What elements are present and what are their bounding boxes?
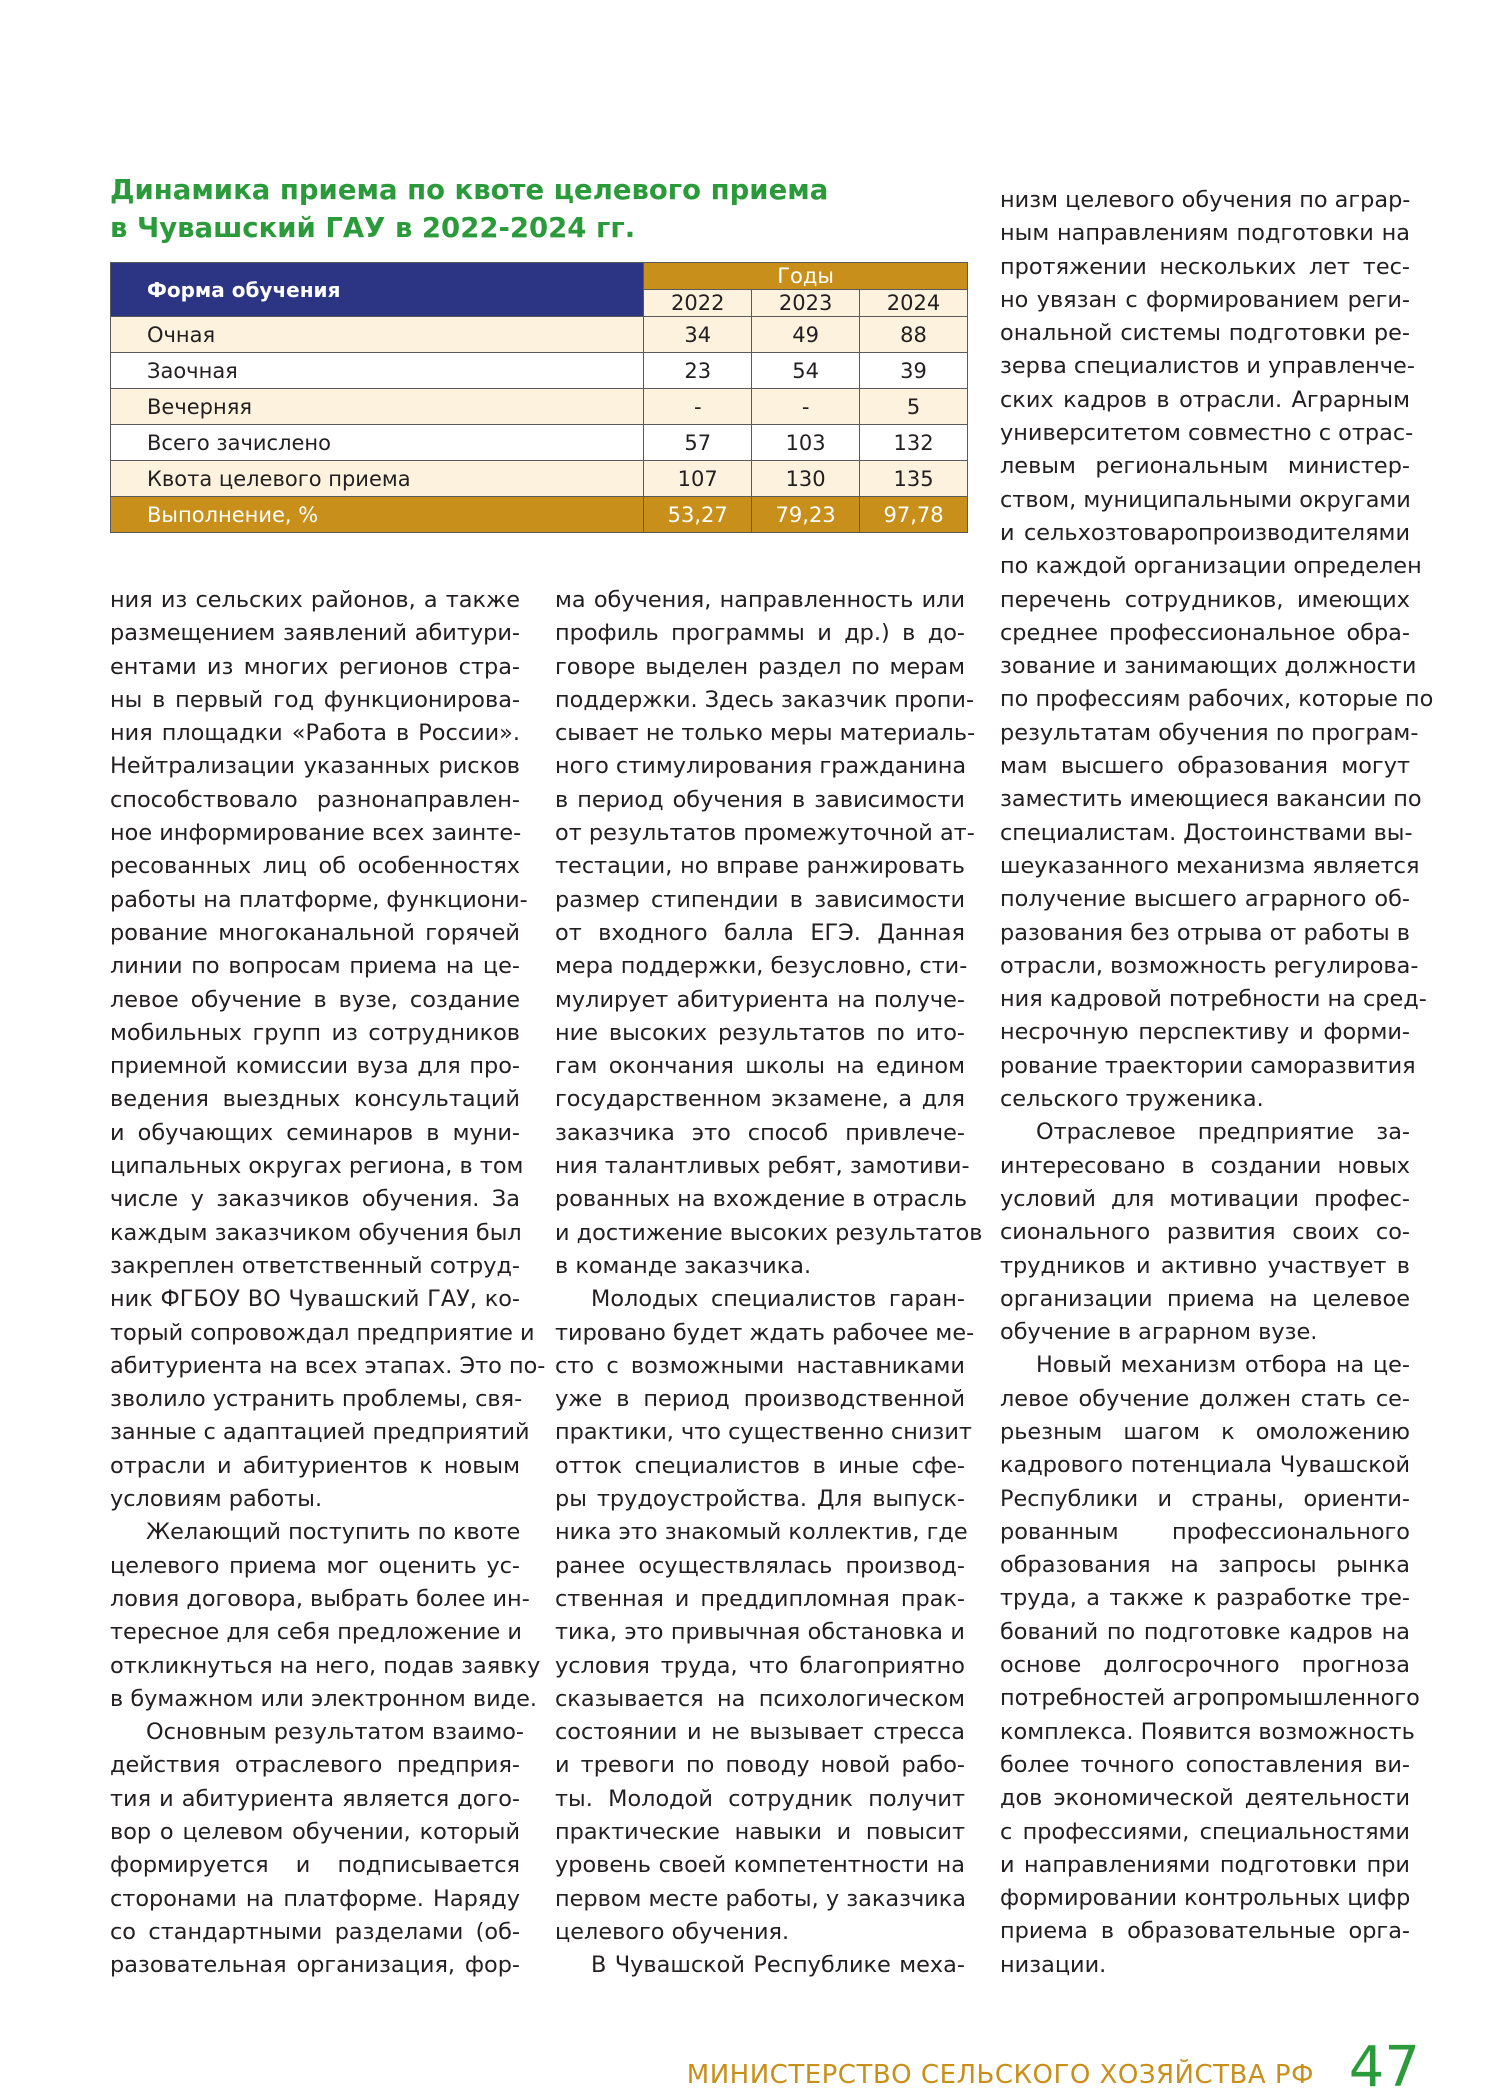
text-line: линии по вопросам приема на це- xyxy=(110,953,520,980)
text-column-1 xyxy=(110,584,546,1982)
text-line: практические навыки и повысит xyxy=(555,1818,965,1845)
text-line: левое обучение в вузе, создание xyxy=(110,986,520,1013)
text-line: низм целевого обучения по аграр- xyxy=(1000,187,1411,213)
header-form: Форма обучения xyxy=(111,263,644,317)
text-line: целевого приема мог оценить ус- xyxy=(110,1552,520,1579)
text-line: и направлениями подготовки при xyxy=(1000,1851,1410,1878)
text-line: кадрового потенциала Чувашской xyxy=(1000,1452,1410,1479)
text-line: несрочную перспективу и форми- xyxy=(1000,1019,1410,1046)
text-line: зование и занимающих должности xyxy=(1000,653,1417,680)
text-line: от результатов промежуточной ат- xyxy=(555,820,975,847)
paragraph xyxy=(110,1516,541,1716)
text-line: протяжении нескольких лет тес- xyxy=(1000,253,1410,280)
paragraph xyxy=(555,1283,975,1949)
table-cell: 5 xyxy=(860,389,968,425)
text-line: зволило устранить проблемы, свя- xyxy=(110,1386,523,1413)
table-cell: 39 xyxy=(860,353,968,389)
text-line: сторонами на платформе. Наряду xyxy=(110,1885,520,1912)
header-year: 2024 xyxy=(860,290,968,317)
table-cell: 34 xyxy=(644,317,752,353)
text-line: обучение в аграрном вузе. xyxy=(1000,1319,1318,1346)
text-line: вор о целевом обучении, который xyxy=(110,1818,520,1845)
text-line: ством, муниципальными округами xyxy=(1000,486,1411,513)
header-year: 2022 xyxy=(644,290,752,317)
text-line: ния кадровой потребности на сред- xyxy=(1000,986,1427,1013)
admission-table xyxy=(110,262,968,533)
text-line: и достижение высоких результатов xyxy=(555,1219,983,1246)
text-line: ного стимулирования гражданина xyxy=(555,753,967,780)
text-line: тестации, но вправе ранжировать xyxy=(555,853,965,880)
text-column-2 xyxy=(555,584,983,1982)
text-line: разования без отрыва от работы в xyxy=(1000,919,1410,946)
row-label: Вечерняя xyxy=(111,389,644,425)
text-line: откликнуться на него, подав заявку xyxy=(110,1652,541,1679)
text-line: ник ФГБОУ ВО Чувашский ГАУ, ко- xyxy=(110,1286,520,1313)
text-line: рование многоканальной горячей xyxy=(110,919,520,946)
table-row xyxy=(111,317,968,353)
text-line: сто с возможными наставниками xyxy=(555,1352,965,1379)
table-row xyxy=(111,353,968,389)
table-row-total xyxy=(111,497,968,533)
text-line: но увязан с формированием реги- xyxy=(1000,286,1410,313)
text-line: шеуказанного механизма является xyxy=(1000,852,1420,879)
title-line-1: Динамика приема по квоте целевого приема xyxy=(110,174,829,206)
text-line: профиль программы и др.) в до- xyxy=(555,620,965,647)
header-year: 2023 xyxy=(752,290,860,317)
table-row xyxy=(111,425,968,461)
text-line: рьезным шагом к омоложению xyxy=(1000,1418,1410,1445)
text-line: приемной комиссии вуза для про- xyxy=(110,1053,520,1080)
text-line: отрасли и абитуриентов к новым xyxy=(110,1452,520,1479)
text-line: ное информирование всех заинте- xyxy=(110,820,522,847)
text-line: ния из сельских районов, а также xyxy=(110,587,520,613)
text-line: специалистам. Достоинствами вы- xyxy=(1000,819,1413,846)
paragraph xyxy=(555,584,983,1283)
text-line: сельского труженика. xyxy=(1000,1086,1264,1113)
table-cell: - xyxy=(752,389,860,425)
text-line: получение высшего аграрного об- xyxy=(1000,886,1410,913)
text-line: Новый механизм отбора на це- xyxy=(1036,1352,1410,1379)
paragraph xyxy=(110,1716,525,1982)
table-cell: - xyxy=(644,389,752,425)
text-line: потребностей агропромышленного xyxy=(1000,1685,1420,1712)
text-line: числе у заказчиков обучения. За xyxy=(110,1186,520,1213)
table-cell: 54 xyxy=(752,353,860,389)
text-line: отток специалистов в иные сфе- xyxy=(555,1452,965,1479)
text-line: разовательная организация, фор- xyxy=(110,1952,520,1979)
text-line: заместить имеющиеся вакансии по xyxy=(1000,786,1422,813)
text-line: уже в период производственной xyxy=(555,1386,965,1413)
text-line: целевого обучения. xyxy=(555,1918,790,1945)
table-cell: 53,27 xyxy=(644,497,752,533)
text-line: отрасли, возможность регулирова- xyxy=(1000,952,1419,979)
header-years: Годы xyxy=(644,263,968,290)
text-line: основе долгосрочного прогноза xyxy=(1000,1652,1410,1679)
text-line: сывает не только меры материаль- xyxy=(555,720,976,747)
text-line: ние высоких результатов по ито- xyxy=(555,1019,965,1046)
table-cell: 135 xyxy=(860,461,968,497)
table-cell: 132 xyxy=(860,425,968,461)
text-line: торый сопровождал предприятие и xyxy=(110,1319,535,1346)
text-line: рованным профессионального xyxy=(1000,1518,1410,1545)
text-line: действия отраслевого предприя- xyxy=(110,1752,520,1779)
table-cell: 107 xyxy=(644,461,752,497)
text-line: ранее осуществлялась производ- xyxy=(555,1552,965,1579)
text-line: ма обучения, направленность или xyxy=(555,587,965,613)
text-line: более точного сопоставления ви- xyxy=(1000,1751,1410,1778)
text-line: труда, а также к разработке тре- xyxy=(1000,1585,1410,1612)
text-line: мера поддержки, безусловно, сти- xyxy=(555,953,968,980)
text-line: ведения выездных консультаций xyxy=(110,1086,520,1113)
text-line: организации приема на целевое xyxy=(1000,1285,1410,1312)
table-cell: 97,78 xyxy=(860,497,968,533)
text-line: работы на платформе, функциони- xyxy=(110,886,528,913)
text-line: приема в образовательные орга- xyxy=(1000,1918,1410,1945)
text-line: и сельхозтоваропроизводителями xyxy=(1000,519,1410,546)
text-line: ры трудоустройства. Для выпуск- xyxy=(555,1486,965,1513)
paragraph xyxy=(555,1949,965,1982)
text-line: со стандартными разделами (об- xyxy=(110,1918,520,1945)
text-line: тировано будет ждать рабочее ме- xyxy=(555,1319,975,1346)
paragraph xyxy=(1000,184,1434,1116)
text-line: ния талантливых ребят, замотиви- xyxy=(555,1153,970,1180)
text-line: по каждой организации определен xyxy=(1000,553,1422,580)
text-line: состоянии и не вызывает стресса xyxy=(555,1719,965,1746)
text-line: и тревоги по поводу новой рабо- xyxy=(555,1752,965,1779)
text-line: заказчика это способ привлече- xyxy=(555,1119,965,1146)
paragraph xyxy=(1000,1349,1420,1982)
text-line: поддержки. Здесь заказчик пропи- xyxy=(555,686,975,713)
table-cell: 57 xyxy=(644,425,752,461)
ministry-name: МИНИСТЕРСТВО СЕЛЬСКОГО ХОЗЯЙСТВА РФ xyxy=(686,2060,1314,2090)
text-line: в период обучения в зависимости xyxy=(555,786,965,813)
text-line: ципальных округах региона, в том xyxy=(110,1153,524,1180)
text-line: университетом совместно с отрас- xyxy=(1000,420,1414,447)
table-cell: 23 xyxy=(644,353,752,389)
text-line: среднее профессиональное обра- xyxy=(1000,619,1410,646)
text-line: Молодых специалистов гаран- xyxy=(591,1286,965,1313)
text-line: мобильных групп из сотрудников xyxy=(110,1019,520,1046)
text-line: интересовано в создании новых xyxy=(1000,1152,1410,1179)
text-line: ным направлениям подготовки на xyxy=(1000,220,1410,247)
text-line: уровень своей компетентности на xyxy=(555,1852,965,1879)
page-number: 47 xyxy=(1348,2035,1420,2100)
text-line: абитуриента на всех этапах. Это по- xyxy=(110,1352,546,1379)
table-cell: 79,23 xyxy=(752,497,860,533)
text-line: левое обучение должен стать се- xyxy=(1000,1385,1410,1412)
text-line: ресованных лиц об особенностях xyxy=(110,853,520,880)
table-cell: 49 xyxy=(752,317,860,353)
text-line: Нейтрализации указанных рисков xyxy=(110,753,520,780)
text-line: условий для мотивации профес- xyxy=(1000,1185,1410,1212)
text-line: Республики и страны, ориенти- xyxy=(1000,1485,1410,1512)
row-label: Выполнение, % xyxy=(111,497,644,533)
text-line: трудников и активно участвует в xyxy=(1000,1252,1410,1279)
text-line: ловия договора, выбрать более ин- xyxy=(110,1585,530,1612)
text-line: в команде заказчика. xyxy=(555,1252,812,1279)
text-line: гам окончания школы на едином xyxy=(555,1053,965,1080)
text-line: говоре выделен раздел по мерам xyxy=(555,653,965,680)
row-label: Очная xyxy=(111,317,644,353)
text-line: формировании контрольных цифр xyxy=(1000,1885,1411,1912)
text-line: с профессиями, специальностями xyxy=(1000,1818,1410,1845)
text-line: закреплен ответственный сотруд- xyxy=(110,1252,520,1279)
text-line: результатам обучения по програм- xyxy=(1000,719,1419,746)
text-line: ны в первый год функционирова- xyxy=(110,686,520,713)
text-line: бований по подготовке кадров на xyxy=(1000,1618,1410,1645)
text-line: условия труда, что благоприятно xyxy=(555,1652,965,1679)
text-line: ты. Молодой сотрудник получит xyxy=(555,1785,965,1812)
text-line: размещением заявлений абитури- xyxy=(110,620,520,647)
text-line: занные с адаптацией предприятий xyxy=(110,1419,530,1446)
paragraph xyxy=(110,584,546,1516)
text-line: левым региональным министер- xyxy=(1000,453,1410,480)
text-line: первом месте работы, у заказчика xyxy=(555,1885,967,1912)
text-line: ника это знакомый коллектив, где xyxy=(555,1519,968,1546)
text-line: размер стипендии в зависимости xyxy=(555,886,965,913)
text-line: В Чувашской Республике меха- xyxy=(591,1952,965,1979)
table-cell: 88 xyxy=(860,317,968,353)
text-line: дов экономической деятельности xyxy=(1000,1785,1410,1812)
text-line: практики, что существенно снизит xyxy=(555,1419,972,1446)
text-line: рованных на вхождение в отрасль xyxy=(555,1186,968,1213)
text-line: от входного балла ЕГЭ. Данная xyxy=(555,919,965,946)
text-line: государственном экзамене, а для xyxy=(555,1086,965,1113)
paragraph xyxy=(1000,1116,1410,1349)
title-line-2: в Чувашский ГАУ в 2022-2024 гг. xyxy=(110,212,636,244)
text-line: формируется и подписывается xyxy=(110,1852,520,1879)
text-line: мулирует абитуриента на получе- xyxy=(555,986,965,1013)
text-line: условиям работы. xyxy=(110,1486,323,1513)
table-row xyxy=(111,461,968,497)
text-line: и обучающих семинаров в муни- xyxy=(110,1119,520,1146)
text-line: тересное для себя предложение и xyxy=(110,1619,522,1646)
text-line: тика, это привычная обстановка и xyxy=(555,1619,965,1646)
text-line: способствовало разнонаправлен- xyxy=(110,786,520,813)
row-label: Квота целевого приема xyxy=(111,461,644,497)
text-line: по профессиям рабочих, которые по xyxy=(1000,686,1434,713)
text-line: рование траектории саморазвития xyxy=(1000,1052,1416,1079)
text-line: тия и абитуриента является дого- xyxy=(110,1785,520,1812)
text-line: ональной системы подготовки ре- xyxy=(1000,320,1410,347)
figure-title xyxy=(110,171,829,247)
text-line: комплекса. Появится возможность xyxy=(1000,1718,1415,1745)
text-line: образования на запросы рынка xyxy=(1000,1552,1410,1579)
text-line: Желающий поступить по квоте xyxy=(146,1519,521,1546)
text-line: Отраслевое предприятие за- xyxy=(1036,1119,1410,1146)
table-cell: 103 xyxy=(752,425,860,461)
row-label: Заочная xyxy=(111,353,644,389)
text-line: низации. xyxy=(1000,1951,1107,1978)
text-line: сказывается на психологическом xyxy=(555,1685,965,1712)
text-line: ских кадров в отрасли. Аграрным xyxy=(1000,386,1410,413)
text-line: ния площадки «Работа в России». xyxy=(110,720,520,747)
text-line: сионального развития своих со- xyxy=(1000,1219,1410,1246)
text-line: ственная и преддипломная прак- xyxy=(555,1585,965,1612)
table-cell: 130 xyxy=(752,461,860,497)
page-footer xyxy=(686,2035,1420,2100)
row-label: Всего зачислено xyxy=(111,425,644,461)
text-line: перечень сотрудников, имеющих xyxy=(1000,586,1410,613)
table-row xyxy=(111,389,968,425)
text-line: в бумажном или электронном виде. xyxy=(110,1685,537,1712)
text-line: Основным результатом взаимо- xyxy=(146,1719,525,1746)
text-line: каждым заказчиком обучения был xyxy=(110,1219,522,1246)
text-line: мам высшего образования могут xyxy=(1000,753,1410,780)
text-line: ентами из многих регионов стра- xyxy=(110,653,520,680)
text-line: зерва специалистов и управленче- xyxy=(1000,353,1415,380)
text-column-3 xyxy=(1000,184,1434,1982)
